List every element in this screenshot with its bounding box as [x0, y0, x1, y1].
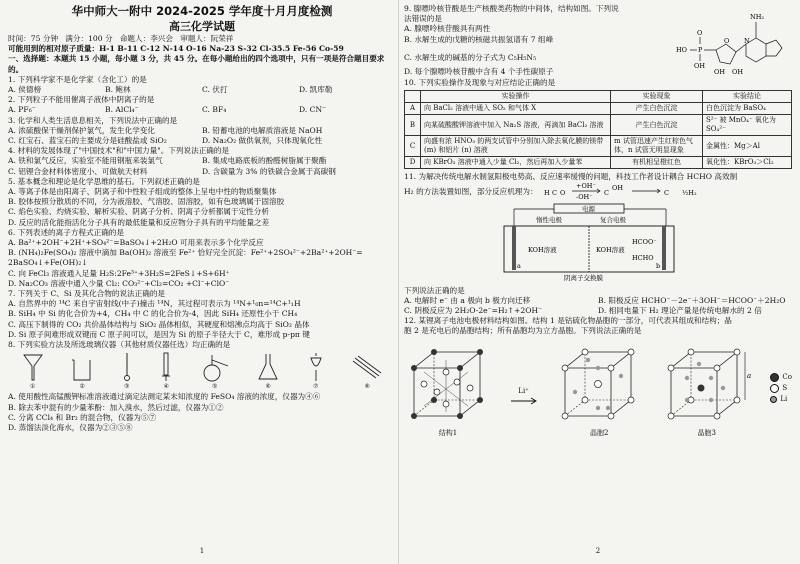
apparatus-label-4: ④: [163, 383, 169, 391]
q3-option-c[interactable]: C. 红宝石、蓝宝石的主要成分是硅酸盐或 SiO₂: [8, 136, 167, 146]
question-6-stem: 6. 下列表述的离子方程式正确的是: [8, 227, 124, 237]
question-12-stem-cont: 胞 2 是充电后的晶胞结构；所有晶胞均为立方晶胞。下列说法正确的是: [404, 326, 642, 336]
struct-o-label: O: [697, 29, 703, 37]
question-11-question: 下列说法正确的是: [404, 285, 465, 295]
mid-solution-label: KOH溶液: [596, 246, 625, 255]
question-4-options-row1: [8, 156, 396, 166]
table-cell: A: [405, 103, 421, 115]
q8-option-d[interactable]: D. 蒸馏法淡化海水，仪器为②③⑤⑧: [8, 422, 133, 432]
q4-option-a[interactable]: A. 铁和氯气反应，实验室不能用钢瓶来装氯气: [8, 156, 163, 166]
table-cell: C: [405, 136, 421, 157]
cell-3-axis-label: a: [746, 372, 751, 381]
legend-li: [770, 394, 792, 405]
struct-nh2-label: NH₂: [750, 13, 764, 21]
mech-product-c: C: [663, 189, 669, 198]
q6-option-d[interactable]: D. Na₂CO₃ 溶液中通入少量 Cl₂: CO₃²⁻+Cl₂=CO₂ +Cl⁻+ClO⁻: [8, 278, 230, 288]
table-cell: B: [405, 115, 421, 136]
struct-oh2-label: OH: [714, 68, 725, 76]
structure-1-caption: 结构1: [438, 429, 458, 438]
question-3-options-row1: [8, 126, 396, 136]
q9-option-a[interactable]: A. 腺嘌呤核苷酸具有两性: [404, 24, 491, 34]
question-12-stem: 12. 某锂离子电池电极材料结构如图。结构 1 是钴硫化物晶胞的一部分，可代表其组成和结构；晶: [404, 316, 732, 326]
q7-option-a[interactable]: A. 自然界中的 ¹⁴C 来自宇宙射线(中子)撞击 ¹⁴N，其过程可表示为 ¹⁴N+¹₀n=¹⁴C+¹₁H: [8, 299, 301, 309]
table-cell: 产生白色沉淀: [611, 115, 703, 136]
table-cell: m 试管迅速产生红棕色气体，n 试管无明显现象: [611, 136, 703, 157]
legend-s-label: S: [782, 384, 788, 393]
table-header-cell: 实验结论: [703, 91, 792, 103]
table-header-cell: [405, 91, 421, 103]
apparatus-label-8: ⑧: [364, 383, 370, 391]
q3-option-b[interactable]: B. 铅蓄电池的电解质溶液是 NaOH: [202, 125, 323, 135]
question-3-stem: 3. 化学和人类生活息息相关，下列说法中正确的是: [8, 115, 178, 125]
q9-option-d[interactable]: D. 每个腺嘌呤核苷酸中含有 4 个手性碳原子: [404, 67, 554, 77]
crystal-structures-figure: [404, 339, 792, 439]
electrode-b: [662, 226, 666, 270]
right-arrow-icon: [510, 396, 538, 406]
q11-option-b[interactable]: B. 阳极反应 HCHO⁻－2e⁻＋3OH⁻＝HCOO⁻＋2H₂O: [598, 295, 786, 305]
table-cell: 金属性：Mg＞Al: [703, 136, 792, 157]
question-10-table: [404, 90, 792, 169]
q1-option-b[interactable]: B. 鲍林: [105, 85, 131, 95]
apparatus-label-5: ⑤: [212, 383, 218, 391]
question-9-stem: 9. 腺嘌呤核苷酸是生产核酸类药物的中间体，结构如图。下列说: [404, 4, 619, 13]
table-header-row: [405, 91, 792, 103]
question-3-options-row2: [8, 136, 396, 146]
apparatus-label-1: ①: [30, 383, 36, 391]
table-cell: 向 BaCl₂ 溶液中通入 SO₂ 和气体 X: [421, 103, 611, 115]
cell-3-diagram: [661, 342, 753, 428]
power-source-label: 电源: [582, 205, 595, 214]
mech-half-h2: ½H₂: [681, 189, 697, 198]
q3-option-d[interactable]: D. Na₂O₂ 做供氧剂，只体现氧化性: [202, 136, 323, 146]
q6-option-b[interactable]: B. (NH₄)₂Fe(SO₄)₂ 溶液中滴加 Ba(OH)₂ 溶液至 Fe²⁺ 恰好完全沉淀：Fe²⁺+2SO₄²⁻+2Ba²⁺+2OH⁻=: [8, 248, 363, 258]
mech-c-label: C: [551, 189, 557, 198]
table-cell: 氧化性：KBrO₃＞Cl₂: [703, 157, 792, 169]
question-9-text: [404, 4, 674, 78]
section-instructions: 一、选择题：本题共 15 小题，每小题 3 分，共 45 分。在每小题给出的四个选项中，只有一项是符合题目要求的。: [8, 54, 385, 74]
q1-option-c[interactable]: C. 伏打: [202, 85, 228, 95]
apparatus-burette: [160, 352, 172, 392]
apparatus-label-2: ②: [79, 383, 85, 391]
q9-option-b[interactable]: B. 水解生成的戊糖的核磁共振氢谱有 7 组峰: [404, 34, 554, 44]
burette-icon: [160, 352, 172, 382]
co-atom-icon: [770, 373, 779, 382]
exam-meta: [8, 34, 396, 44]
question-11-stem-cont: H₂ 的方法装置如图，部分反应机理为：: [404, 187, 538, 197]
mech-intermediate-c: C: [603, 189, 609, 198]
right-species-1: HCOO⁻: [632, 238, 657, 247]
question-2-stem: 2. 下列粒子不能用催离子液体中阴离子的是: [8, 95, 155, 105]
question-4-stem: 4. 材料的发展体现了"中国技术"和"中国力量"。下列说法正确的是: [8, 146, 230, 156]
table-cell: 向盛有浓 HNO₃ 的两支试管中分别加入除去氧化膜的镁带 (m) 和铝片 (n) 溶液: [421, 136, 611, 157]
electrode-a: [512, 226, 516, 270]
q1-option-d[interactable]: D. 凯库勒: [299, 85, 333, 95]
table-row[interactable]: [405, 157, 792, 169]
legend-co-label: Co: [782, 373, 792, 382]
page-number-right: 2: [595, 546, 601, 555]
legend-s: [770, 383, 792, 394]
q4-option-b[interactable]: B. 集成电路底板的酚醛树脂属于聚酯: [202, 156, 327, 166]
q4-option-d[interactable]: D. 含碳量为 3% 的铁碳合金属于高碳钢: [202, 166, 336, 176]
table-row[interactable]: [405, 136, 792, 157]
electrolysis-cell-figure: [404, 202, 792, 282]
table-row[interactable]: [405, 103, 792, 115]
question-11-stem: 11. 为解决传统电解水制氢阳极电势高、反应速率缓慢的问题，科技工作者设计耦合 HCHO 高效制: [404, 172, 738, 182]
structure-1: [404, 342, 492, 438]
q8-option-c[interactable]: C. 分离 CCl₄ 和 Br₂ 的混合物，仪器为⑤⑦: [8, 412, 157, 422]
question-7-stem: 7. 下列关于 C、Si 及其化合物的说法正确的是: [8, 289, 166, 299]
question-5-stem: 5. 基本概念和理论是化学思维的基石。下列叙述正确的是: [8, 176, 200, 186]
table-header-cell: 实验现象: [611, 91, 703, 103]
table-cell: 白色沉淀为 BaSO₄: [703, 103, 792, 115]
q5-option-d[interactable]: D. 反应的活化能指活化分子具有的最低能量和反应物分子具有的平均能量之差: [8, 217, 270, 227]
exam-score: 满分：100 分: [65, 34, 113, 43]
distilling-flask-icon: [200, 352, 230, 382]
membrane-label: 阴离子交换膜: [564, 274, 603, 283]
exam-reviewer: 审题人：阮荣祥: [180, 34, 234, 43]
cell-2-diagram: [555, 342, 643, 428]
lithiation-arrow: [510, 353, 538, 439]
q2-option-d[interactable]: D. CN⁻: [299, 105, 327, 115]
nucleotide-structure-figure: [674, 4, 792, 78]
apparatus-funnel: [22, 352, 44, 392]
exam-title: 华中师大一附中 2024-2025 学年度十月月度检测: [71, 4, 333, 18]
cell-2-caption: 晶胞2: [589, 429, 609, 438]
cell-3: [661, 342, 753, 438]
exam-time: 时间：75 分钟: [8, 34, 59, 43]
table-cell: 有机相呈橙红色: [611, 157, 703, 169]
funnel-icon: [22, 352, 44, 382]
struct-ring-o-label: O: [724, 37, 730, 45]
q5-option-c[interactable]: C. 焰色实验、灼烧实验、解析实验、阴离子分析、阴离子分析都属于定性分析: [8, 207, 269, 217]
table-cell: 产生白色沉淀: [611, 103, 703, 115]
apparatus-label-3: ③: [124, 383, 130, 391]
question-9: [404, 4, 792, 78]
q9-option-c[interactable]: C. 水解生成的碱基的分子式为 C₅H₅N₅: [404, 52, 537, 62]
q8-option-a[interactable]: A. 使用酸性高锰酸钾标准溶液通过滴定法测定某未知浓度的 FeSO₄ 溶液的浓度，仪器为④⑥: [8, 392, 321, 402]
electrode-left-label: 惰性电极: [536, 216, 562, 225]
page-1: [8, 4, 396, 560]
question-11-options-row1: [404, 296, 792, 306]
table-cell: 向 KBrO₃ 溶液中通入少量 Cl₂，然后再加入少量苯: [421, 157, 611, 169]
q6-option-c[interactable]: C. 向 FeCl₃ 溶液通入足量 H₂S:2Fe³⁺+3H₂S=2FeS↓+S+6H⁺: [8, 268, 230, 278]
electrode-right-label: 复合电极: [600, 216, 626, 225]
q11-option-d[interactable]: D. 相同电量下 H₂ 理论产量是传统电解水的 2 倍: [598, 306, 762, 316]
struct-oh-label: OH: [694, 62, 705, 70]
table-row[interactable]: [405, 115, 792, 136]
apparatus-label-6: ⑥: [265, 383, 271, 391]
table-cell: S²⁻ 被 MnO₄⁻ 氧化为 SO₄²⁻: [703, 115, 792, 136]
q2-option-a[interactable]: A. PF₆⁻: [8, 105, 36, 115]
condenser-icon: [352, 352, 382, 382]
table-cell: 向某硫酸酸钾溶液中加入 Na₂S 溶液，再滴加 BaCl₂ 溶液: [421, 115, 611, 136]
q2-option-c[interactable]: C. BF₄: [202, 105, 227, 115]
cell-3-caption: 晶胞3: [697, 429, 717, 438]
question-10-stem: 10. 下列实验操作及现象与对应结论正确的是: [404, 78, 556, 87]
q3-option-a[interactable]: A. 浓硫酸保干燥剂保护氯气，发生化学变化: [8, 125, 155, 135]
apparatus-flask: [257, 352, 279, 392]
separatory-funnel-icon: [307, 352, 325, 382]
struct-p-label: P: [698, 46, 703, 54]
plate-b-label: b: [656, 262, 661, 271]
cell-2: [555, 342, 643, 438]
q5-option-a[interactable]: A. 等离子体是由阳离子、阴离子和中性粒子组成的整体上呈电中性的物质聚集体: [8, 187, 277, 197]
table-cell: D: [405, 157, 421, 169]
legend-co: [770, 372, 792, 383]
mech-intermediate-oh: OH: [611, 184, 623, 193]
exam-setter: 命题人：李兴会: [119, 34, 173, 43]
question-9-stem-cont: 法错误的是: [404, 14, 442, 24]
page-2: [404, 4, 792, 560]
question-1-options: [8, 85, 396, 95]
q11-option-c[interactable]: C. 阴极反应为 2H₂O-2e⁻=H₂↑+2OH⁻: [404, 306, 543, 316]
exam-subtitle: 高三化学试题: [169, 20, 235, 33]
reaction-mechanism-figure: [542, 182, 712, 202]
question-4-options-row2: [8, 167, 396, 177]
q8-option-b[interactable]: B. 除去苯中混有的少量苯酚：加入溴水，然后过滤，仪器为①②: [8, 402, 224, 412]
question-11-options-row2: [404, 306, 792, 316]
q7-option-d[interactable]: D. Si 原子间难形成双键而 C 原子间可以，是因为 Si 的原子半径大于 C，难形成 p-pπ 键: [8, 329, 310, 339]
li-atom-icon: [770, 396, 777, 403]
apparatus-distilling-flask: [200, 352, 230, 392]
mech-minus-oh: -OH⁻: [575, 193, 593, 202]
q2-option-b[interactable]: B. AlCl₄⁻: [105, 105, 139, 115]
q6-option-b-cont: 2BaSO₄↓+Fe(OH)₂↓: [8, 258, 88, 268]
table-header-cell: 实验操作: [421, 91, 611, 103]
struct-n-label: N: [744, 37, 750, 45]
mech-h-label: H: [543, 189, 550, 198]
q4-option-c[interactable]: C. 铝锂合金材料体密度小、可做航天材料: [8, 166, 148, 176]
struct-ho-label: HO: [676, 46, 687, 54]
apparatus-separatory-funnel: [307, 352, 325, 392]
q7-option-c[interactable]: C. 高压下制得的 CO₂ 共价晶体结构与 SiO₂ 晶体相似，其硬度和熔沸点均高于 SiO₂ 晶体: [8, 319, 310, 329]
struct-oh3-label: OH: [732, 68, 743, 76]
q7-option-b[interactable]: B. SiH₄ 中 Si 的化合价为+4，CH₄ 中 C 的化合价为-4，因此 SiH₄ 还原性小于 CH₄: [8, 309, 298, 319]
q5-option-b[interactable]: B. 胶体按照分散质的不同，分为液溶胶、气溶胶、固溶胶，如有色玻璃属于固溶胶: [8, 197, 285, 207]
structure-1-diagram: [404, 342, 492, 428]
page-divider: [398, 0, 399, 564]
apparatus-beaker: [71, 352, 93, 392]
q11-option-a[interactable]: A. 电解时 e⁻ 由 a 极向 b 极方向迁移: [404, 295, 531, 305]
mech-plus-oh: +OH⁻: [575, 182, 596, 191]
spacer: [404, 45, 674, 53]
mech-o-label: O: [559, 189, 565, 198]
right-species-2: HCHO: [632, 254, 654, 263]
page-number-left: 1: [199, 546, 205, 555]
s-atom-icon: [770, 384, 779, 393]
question-11-mechanism-row: [404, 182, 792, 202]
question-1-stem: 1. 下列科学家不是化学家（含化工）的是: [8, 74, 147, 84]
left-solution-label: KOH溶液: [528, 246, 557, 255]
question-2-options: [8, 105, 396, 115]
q1-option-a[interactable]: A. 侯德榜: [8, 85, 42, 95]
q6-option-a[interactable]: A. Ba²⁺+2OH⁻+2H⁺+SO₄²⁻=BaSO₄↓+2H₂O 可用来表示多个化学反应: [8, 238, 264, 248]
apparatus-condenser: [352, 352, 382, 392]
plate-a-label: a: [517, 262, 521, 271]
crystal-legend: [770, 372, 792, 405]
question-8-stem: 8. 下列实验方法及所选玻璃仪器（其他材质仪器任选）均正确的是: [8, 340, 231, 350]
lab-apparatus-figure: [8, 352, 396, 392]
legend-li-label: Li: [780, 395, 788, 404]
thermometer-icon: [121, 352, 133, 382]
apparatus-label-7: ⑦: [313, 383, 319, 391]
apparatus-thermometer: [121, 352, 133, 392]
beaker-icon: [71, 352, 93, 382]
arrow-li-label: Li⁺: [518, 386, 529, 395]
atomic-masses: 可能用到的相对原子质量：H-1 B-11 C-12 N-14 O-16 Na-23 S-32 Cl-35.5 Fe-56 Co-59: [8, 44, 344, 54]
flask-icon: [257, 352, 279, 382]
